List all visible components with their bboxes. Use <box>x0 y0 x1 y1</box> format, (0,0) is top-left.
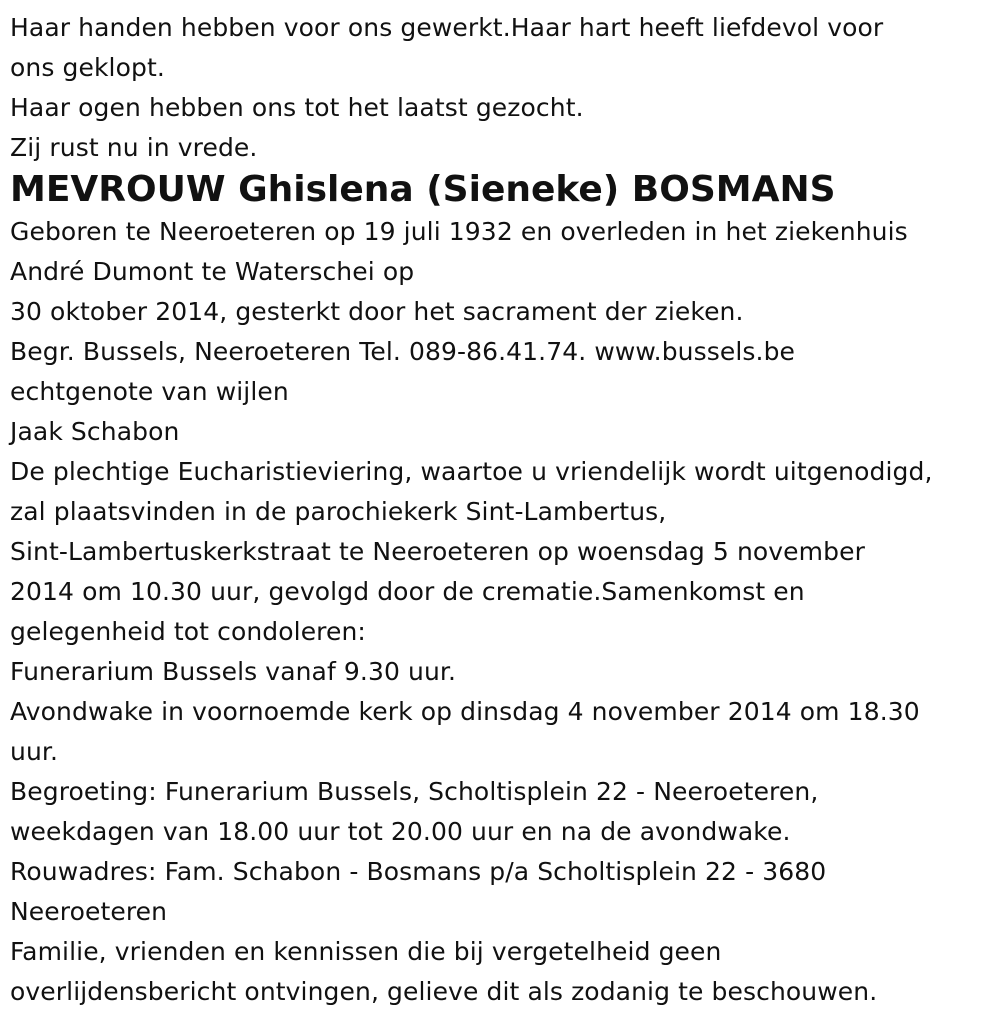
spouse-name-line: Jaak Schabon <box>10 417 180 446</box>
intro-line: ons geklopt. <box>10 53 165 82</box>
body-line: Neeroeteren <box>10 897 168 926</box>
body-line: echtgenote van wijlen <box>10 377 289 406</box>
body-line: uur. <box>10 737 59 766</box>
funeral-home-contact-line: Begr. Bussels, Neeroeteren Tel. 089-86.41.74. www.bussels.be <box>10 337 796 366</box>
body-line: weekdagen van 18.00 uur tot 20.00 uur en na de avondwake. <box>10 817 791 846</box>
body-line: André Dumont te Waterschei op <box>10 257 415 286</box>
mourning-address-line: Rouwadres: Fam. Schabon - Bosmans p/a Scholtisplein 22 - 3680 <box>10 857 827 886</box>
body-line: 2014 om 10.30 uur, gevolgd door de crematie.Samenkomst en <box>10 577 805 606</box>
body-line: 30 oktober 2014, gesterkt door het sacrament der zieken. <box>10 297 744 326</box>
body-line: Begroeting: Funerarium Bussels, Scholtisplein 22 - Neeroeteren, <box>10 777 819 806</box>
body-line: Sint-Lambertuskerkstraat te Neeroeteren op woensdag 5 november <box>10 537 865 566</box>
body-line: Familie, vrienden en kennissen die bij vergetelheid geen <box>10 937 722 966</box>
body-line: zal plaatsvinden in de parochiekerk Sint-Lambertus, <box>10 497 667 526</box>
body-line: Avondwake in voornoemde kerk op dinsdag 4 november 2014 om 18.30 <box>10 697 920 726</box>
intro-line: Haar ogen hebben ons tot het laatst gezocht. <box>10 93 584 122</box>
body-line: Funerarium Bussels vanaf 9.30 uur. <box>10 657 457 686</box>
body-line: gelegenheid tot condoleren: <box>10 617 366 646</box>
intro-verse <box>10 8 990 168</box>
body-line: Geboren te Neeroeteren op 19 juli 1932 en overleden in het ziekenhuis <box>10 217 908 246</box>
body-line: overlijdensbericht ontvingen, gelieve dit als zodanig te beschouwen. <box>10 977 878 1006</box>
notice-body <box>10 212 990 1012</box>
intro-line: Zij rust nu in vrede. <box>10 133 258 162</box>
deceased-name-title: MEVROUW Ghislena (Sieneke) BOSMANS <box>10 169 836 210</box>
body-line: De plechtige Eucharistieviering, waartoe u vriendelijk wordt uitgenodigd, <box>10 457 933 486</box>
intro-line: Haar handen hebben voor ons gewerkt.Haar hart heeft liefdevol voor <box>10 13 884 42</box>
